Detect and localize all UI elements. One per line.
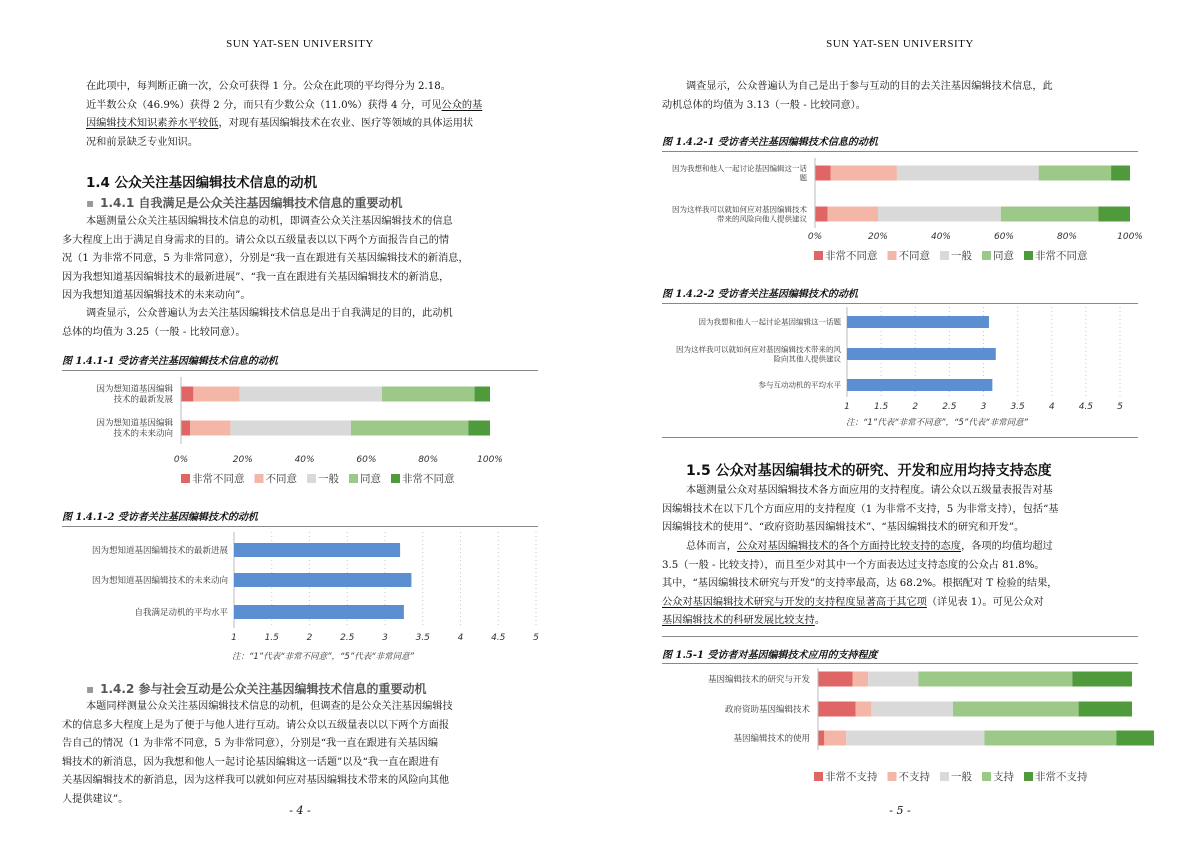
body-line: 总体而言， <box>686 541 737 552</box>
x-tick-label: 3.5 <box>415 633 430 643</box>
bar-segment <box>1116 731 1154 746</box>
x-tick-label: 80% <box>418 455 439 465</box>
bar-segment <box>1039 166 1111 181</box>
page-header: SUN YAT-SEN UNIVERSITY <box>226 38 374 50</box>
legend-label: 同意 <box>993 250 1014 262</box>
figure-bottom-rule <box>662 437 1138 438</box>
bar <box>847 379 992 391</box>
legend-swatch <box>814 772 823 781</box>
category-label-line: 基因编辑技术的使用 <box>733 733 810 744</box>
bar-chart-1-4-1-2 <box>62 528 538 668</box>
legend-swatch <box>255 474 264 483</box>
bar-segment <box>1111 166 1130 181</box>
legend-label: 不支持 <box>898 771 930 783</box>
page-header: SUN YAT-SEN UNIVERSITY <box>826 38 974 50</box>
intro-line: 近半数公众（46.9%）获得 2 分，而只有少数公众（11.0%）获得 4 分，可见 <box>86 99 442 111</box>
chart-note: 注：“1”代表“非常不同意”，“5”代表“非常同意” <box>232 652 415 662</box>
body-line: 3.5（一般 - 比较支持），而且至少对其中一个方面表达过支持态度的公众占 81.8%。 <box>662 559 1045 571</box>
x-tick-label: 3 <box>980 402 987 412</box>
category-label <box>672 204 807 224</box>
body-line: 辑技术的新消息，因为我想和他人一起讨论基因编辑这一话题”以及“我一直在跟进有 <box>62 756 440 768</box>
legend-swatch <box>982 772 991 781</box>
legend-swatch <box>1024 772 1033 781</box>
legend-label: 一般 <box>951 250 972 262</box>
legend-label: 支持 <box>993 771 1014 783</box>
body-line: 其中，“基因编辑技术研究与开发”的支持率最高，达 68.2%。根据配对 T 检验的结果， <box>662 578 1058 590</box>
legend-swatch <box>181 474 190 483</box>
legend-swatch <box>391 474 400 483</box>
section-1-4-1-body <box>62 213 546 306</box>
body-line: 动机总体的均值为 3.13（一般 - 比较同意）。 <box>662 99 866 111</box>
bar <box>234 543 400 557</box>
bar <box>234 573 411 587</box>
x-tick-label: 20% <box>232 455 253 465</box>
category-label <box>92 545 229 556</box>
bar-segment <box>828 207 878 222</box>
x-tick-label: 4 <box>1048 402 1055 412</box>
bar-segment <box>190 421 230 436</box>
legend-label: 一般 <box>951 771 972 783</box>
body-line: 因编辑技术在以下几个方面应用的支持程度（1 为非常不支持，5 为非常支持），包括“基 <box>662 503 1059 515</box>
bar-segment <box>815 166 831 181</box>
x-tick-label: 40% <box>294 455 315 465</box>
legend-label: 同意 <box>360 473 381 485</box>
bar-segment <box>818 672 853 687</box>
underlined-text: 公众的基 <box>441 99 483 111</box>
body-line: 本题同样测量公众关注基因编辑技术信息的动机，但调查的是公众关注基因编辑技 <box>86 701 453 712</box>
body-line: 况（1 为非常不同意，5 为非常同意），分别是“我一直在跟进有关基因编辑技术的新消息， <box>62 253 469 265</box>
bar-segment <box>953 702 1079 717</box>
legend-label: 非常不支持 <box>825 771 878 783</box>
x-tick-label: 2 <box>306 633 313 643</box>
category-label-line: 因为想知道基因编辑 <box>96 384 173 395</box>
bar-segment <box>846 731 984 746</box>
caption-rule <box>62 370 538 371</box>
bar-segment <box>824 731 846 746</box>
x-tick-label: 5 <box>533 633 539 643</box>
x-tick-label: 2.5 <box>942 402 957 412</box>
x-tick-label: 100% <box>1117 232 1143 242</box>
legend-swatch <box>814 251 823 260</box>
category-label <box>733 733 810 744</box>
bar-segment <box>351 421 468 436</box>
legend-swatch <box>1024 251 1033 260</box>
subsection-title-1-4-1 <box>86 194 403 211</box>
x-tick-label: 2.5 <box>340 633 355 643</box>
legend-label: 一般 <box>318 473 339 485</box>
bar-segment <box>871 702 953 717</box>
x-tick-label: 60% <box>993 232 1015 242</box>
body-line: 本题测量公众关注基因编辑技术信息的动机，即调查公众关注基因编辑技术的信息 <box>86 216 453 227</box>
intro-line: ，对现有基因编辑技术在农业、医疗等领域的具体运用状 <box>218 118 474 130</box>
x-tick-label: 40% <box>930 232 952 242</box>
legend-swatch <box>888 772 897 781</box>
body-line: 调查显示，公众普遍认为自己是出于参与互动的目的去关注基因编辑技术信息，此 <box>686 81 1053 92</box>
bar-segment <box>181 387 193 402</box>
bar-segment <box>831 166 897 181</box>
bar-segment <box>878 207 1001 222</box>
bar-segment <box>1072 672 1132 687</box>
x-tick-label: 4.5 <box>1078 402 1094 412</box>
legend-label: 非常不同意 <box>402 473 455 485</box>
section-title-1-5: 1.5 公众对基因编辑技术的研究、开发和应用均持支持态度 <box>686 463 1052 479</box>
x-tick-label: 100% <box>477 455 503 465</box>
underlined-text: 基因编辑技术的科研发展比较支持 <box>662 615 815 627</box>
category-label-line: 因为这样我可以就如何应对基因编辑技术带来的风 <box>676 344 841 354</box>
x-tick-label: 2 <box>912 402 919 412</box>
bar <box>234 605 404 619</box>
bar <box>847 316 989 328</box>
body-line: 因为我想知道基因编辑技术的未来动向”。 <box>62 290 251 302</box>
body-line: 多大程度上出于满足自身需求的目的。请公众以五级量表以以下两个方面报告自己的情 <box>62 234 450 246</box>
legend-swatch <box>982 251 991 260</box>
legend-swatch <box>940 772 949 781</box>
bar-segment <box>868 672 918 687</box>
figure-caption: 图 1.4.1-2 受访者关注基因编辑技术的动机 <box>62 512 258 523</box>
x-tick-label: 1 <box>844 402 850 412</box>
section-title-1-4: 1.4 公众关注基因编辑技术信息的动机 <box>86 175 318 191</box>
chart-note: 注：“1”代表“非常不同意”，“5”代表“非常同意” <box>846 418 1029 428</box>
section-1-4-2-body <box>62 698 546 810</box>
figure-caption: 图 1.4.2-1 受访者关注基因编辑技术信息的动机 <box>662 137 878 148</box>
body-line: 。 <box>814 615 825 627</box>
bar-segment <box>818 731 824 746</box>
bar-segment <box>815 207 828 222</box>
x-tick-label: 20% <box>867 232 889 242</box>
intro-paragraph <box>86 78 546 152</box>
category-label-line: 政府资助基因编辑技术 <box>724 704 810 715</box>
bar-segment <box>181 421 190 436</box>
legend-label: 不同意 <box>265 473 297 485</box>
bar-segment <box>193 387 239 402</box>
legend-label: 非常不同意 <box>192 473 245 485</box>
bar-segment <box>984 731 1116 746</box>
legend-swatch <box>349 474 358 483</box>
caption-rule <box>662 303 1138 304</box>
category-label-line: 技术的未来动向 <box>113 429 173 440</box>
category-label-line: 因为我想和他人一起讨论基因编辑这一话 <box>672 163 807 173</box>
category-label <box>676 344 841 364</box>
category-label-line: 因为我想和他人一起讨论基因编辑这一话题 <box>698 317 841 327</box>
body-line: 术的信息多大程度上是为了便于与他人进行互动。请公众以五级量表以以下两个方面报 <box>62 719 450 731</box>
bar-segment <box>897 166 1039 181</box>
bar-segment <box>1099 207 1131 222</box>
underlined-text: 公众对基因编辑技术的各个方面持比较支持的态度 <box>736 541 962 552</box>
stacked-bar-chart-1-4-2-1 <box>662 153 1143 271</box>
figure-caption: 图 1.4.1-1 受访者关注基因编辑技术信息的动机 <box>62 356 278 367</box>
x-tick-label: 60% <box>356 455 377 465</box>
bar-segment <box>382 387 475 402</box>
bar-segment <box>918 672 1072 687</box>
x-tick-label: 80% <box>1056 232 1078 242</box>
bullet-icon: ▪ <box>86 196 95 210</box>
figure-caption: 图 1.4.2-2 受访者关注基因编辑技术的动机 <box>662 289 858 300</box>
legend-swatch <box>940 251 949 260</box>
bar-segment <box>853 672 869 687</box>
underlined-text: 公众对基因编辑技术研究与开发的支持程度显著高于其它项 <box>662 596 927 608</box>
category-label-line: 参与互动动机的平均水平 <box>758 380 841 390</box>
x-tick-label: 5 <box>1117 402 1123 412</box>
caption-rule <box>662 151 1138 152</box>
category-label <box>96 418 173 439</box>
underlined-text: 因编辑技术知识素养水平较低 <box>86 118 219 130</box>
legend-label: 不同意 <box>898 250 930 262</box>
body-line: 关基因编辑技术的新消息，因为这样我可以就如何应对基因编辑技术带来的风险向其他 <box>62 775 450 787</box>
legend-label: 非常不同意 <box>1035 250 1088 262</box>
body-line: 总体的均值为 3.25（一般 - 比较同意）。 <box>62 326 246 338</box>
body-line: 因编辑技术的使用”、“政府资助基因编辑技术”、“基因编辑技术的研究和开发”。 <box>662 522 1025 534</box>
legend-swatch <box>307 474 316 483</box>
bar-segment <box>475 387 490 402</box>
subsection-title-text: 1.4.1 自我满足是公众关注基因编辑技术信息的重要动机 <box>100 196 403 210</box>
bar-chart-1-4-2-2 <box>662 305 1138 435</box>
category-label-line: 因为这样我可以就如何应对基因编辑技术 <box>672 204 807 214</box>
category-label <box>725 704 811 715</box>
x-tick-label: 4.5 <box>491 633 506 643</box>
x-tick-label: 0% <box>173 455 189 465</box>
body-line: 人提供建议”。 <box>62 793 129 805</box>
body-line: 调查显示，公众普遍认为去关注基因编辑技术信息是出于自我满足的目的，此动机 <box>86 308 453 319</box>
bar-segment <box>1001 207 1099 222</box>
caption-rule <box>662 663 1138 664</box>
subsection-title-1-4-2 <box>86 680 427 697</box>
intro-paragraph <box>662 78 1146 115</box>
x-tick-label: 3 <box>382 633 388 643</box>
bar-segment <box>818 702 856 717</box>
intro-line: 况和前景缺乏专业知识。 <box>86 136 199 148</box>
category-label-line: 因为想知道基因编辑 <box>96 418 173 429</box>
section-1-5-body <box>662 482 1146 538</box>
body-line: 告自己的情况（1 为非常不同意，5 为非常同意），分别是“我一直在跟进有关基因编 <box>62 738 439 750</box>
x-tick-label: 1.5 <box>873 402 889 412</box>
section-1-5-conclusion <box>662 538 1146 631</box>
category-label-line: 险向其他人提供建议 <box>773 354 841 364</box>
x-tick-label: 0% <box>807 232 823 242</box>
bar-segment <box>468 421 490 436</box>
legend-label: 非常不支持 <box>1035 771 1088 783</box>
category-label-line: 技术的最新发展 <box>113 395 173 406</box>
category-label-line: 因为想知道基因编辑技术的最新进展 <box>91 545 228 556</box>
caption-rule <box>62 526 538 527</box>
body-line: ，各项的均值均超过 <box>961 541 1053 552</box>
page-5 <box>600 0 1200 849</box>
category-label-line: 自我满足动机的平均水平 <box>134 607 228 618</box>
bullet-icon: ▪ <box>86 682 95 696</box>
category-label <box>134 607 228 618</box>
intro-line: 在此项中，每判断正确一次，公众可获得 1 分。公众在此项的平均得分为 2.18。 <box>86 81 451 92</box>
bar <box>847 348 996 360</box>
category-label <box>759 380 842 390</box>
stacked-bar-chart-1-4-1-1 <box>62 372 538 490</box>
stacked-bar-chart-1-5-1 <box>662 665 1138 790</box>
bar-segment <box>856 702 872 717</box>
x-tick-label: 3.5 <box>1010 402 1025 412</box>
category-label-line: 带来的风险向他人提供建议 <box>717 214 807 224</box>
page-number: - 4 - <box>289 804 311 817</box>
subsection-title-text: 1.4.2 参与社会互动是公众关注基因编辑技术信息的重要动机 <box>100 682 427 696</box>
bar-segment <box>1079 702 1132 717</box>
figure-caption: 图 1.5-1 受访者对基因编辑技术应用的支持程度 <box>662 650 878 661</box>
section-1-4-1-result <box>62 305 546 342</box>
body-line: 因为我想知道基因编辑技术的最新进展”、“我一直在跟进有关基因编辑技术的新消息， <box>62 271 450 283</box>
x-tick-label: 1.5 <box>264 633 279 643</box>
category-label <box>92 575 229 586</box>
category-label-line: 因为想知道基因编辑技术的未来动向 <box>91 575 228 586</box>
category-label <box>708 674 811 685</box>
body-line: 本题测量公众对基因编辑技术各方面应用的支持程度。请公众以五级量表报告对基 <box>686 485 1053 496</box>
category-label-line: 基因编辑技术的研究与开发 <box>707 674 810 685</box>
figure-top-rule <box>662 636 1138 637</box>
legend-label: 非常不同意 <box>825 250 878 262</box>
category-label <box>96 384 173 406</box>
category-label <box>672 163 808 183</box>
category-label <box>699 317 842 327</box>
bar-segment <box>240 387 382 402</box>
bar-segment <box>230 421 351 436</box>
category-label-line: 题 <box>799 173 807 183</box>
body-line: （详见表 1）。可见公众对 <box>926 596 1044 608</box>
x-tick-label: 1 <box>231 633 237 643</box>
x-tick-label: 4 <box>457 633 464 643</box>
legend-swatch <box>888 251 897 260</box>
page-number: - 5 - <box>889 804 911 817</box>
